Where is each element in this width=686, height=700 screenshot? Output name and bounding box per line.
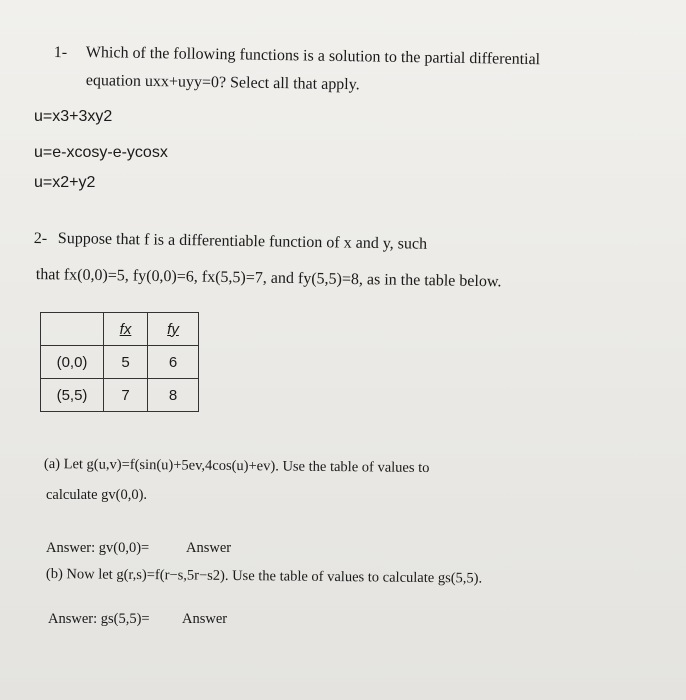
table-header-cell: fx — [104, 313, 148, 346]
table-row — [41, 346, 199, 379]
option-1[interactable]: u=x3+3xy2 — [34, 108, 113, 125]
option-3[interactable]: u=x2+y2 — [34, 174, 96, 191]
option-2[interactable]: u=e-xcosy-e-ycosx — [34, 144, 168, 161]
part-b-answer-label: Answer: gs(5,5)= — [48, 611, 150, 627]
part-a-answer-field[interactable]: Answer — [186, 540, 232, 556]
table-cell: 5 — [104, 346, 148, 379]
table-header-cell — [41, 313, 104, 346]
question-1-equation: equation uxx+uyy=0? Select all that apply. — [85, 72, 360, 94]
question-2-text: Suppose that f is a differentiable function of x and y, such — [57, 230, 428, 253]
part-b-answer-field[interactable]: Answer — [182, 611, 228, 627]
question-2-number: 2- — [33, 230, 48, 248]
table-cell: 8 — [148, 379, 199, 412]
table-cell: (0,0) — [41, 346, 104, 379]
table-cell: 6 — [148, 346, 199, 379]
part-a-text: (a) Let g(u,v)=f(sin(u)+5ev,4cos(u)+ev). Use the table of values to — [43, 456, 430, 477]
table-row — [41, 379, 199, 412]
question-1-text: Which of the following functions is a solution to the partial differential — [85, 44, 541, 69]
table-cell: (5,5) — [41, 379, 104, 412]
question-2-conditions: that fx(0,0)=5, fy(0,0)=6, fx(5,5)=7, and fy(5,5)=8, as in the table below. — [35, 266, 502, 291]
part-b-text: (b) Now let g(r,s)=f(r−s,5r−s2). Use the table of values to calculate gs(5,5). — [45, 566, 483, 587]
question-1-number: 1- — [53, 44, 68, 62]
part-a-answer-label: Answer: gv(0,0)= — [46, 540, 150, 556]
table-cell: 7 — [104, 379, 148, 412]
values-table — [40, 312, 199, 412]
table-header-cell: fy — [148, 313, 199, 346]
table-header-row — [41, 313, 199, 346]
part-a-text-cont: calculate gv(0,0). — [46, 487, 148, 503]
